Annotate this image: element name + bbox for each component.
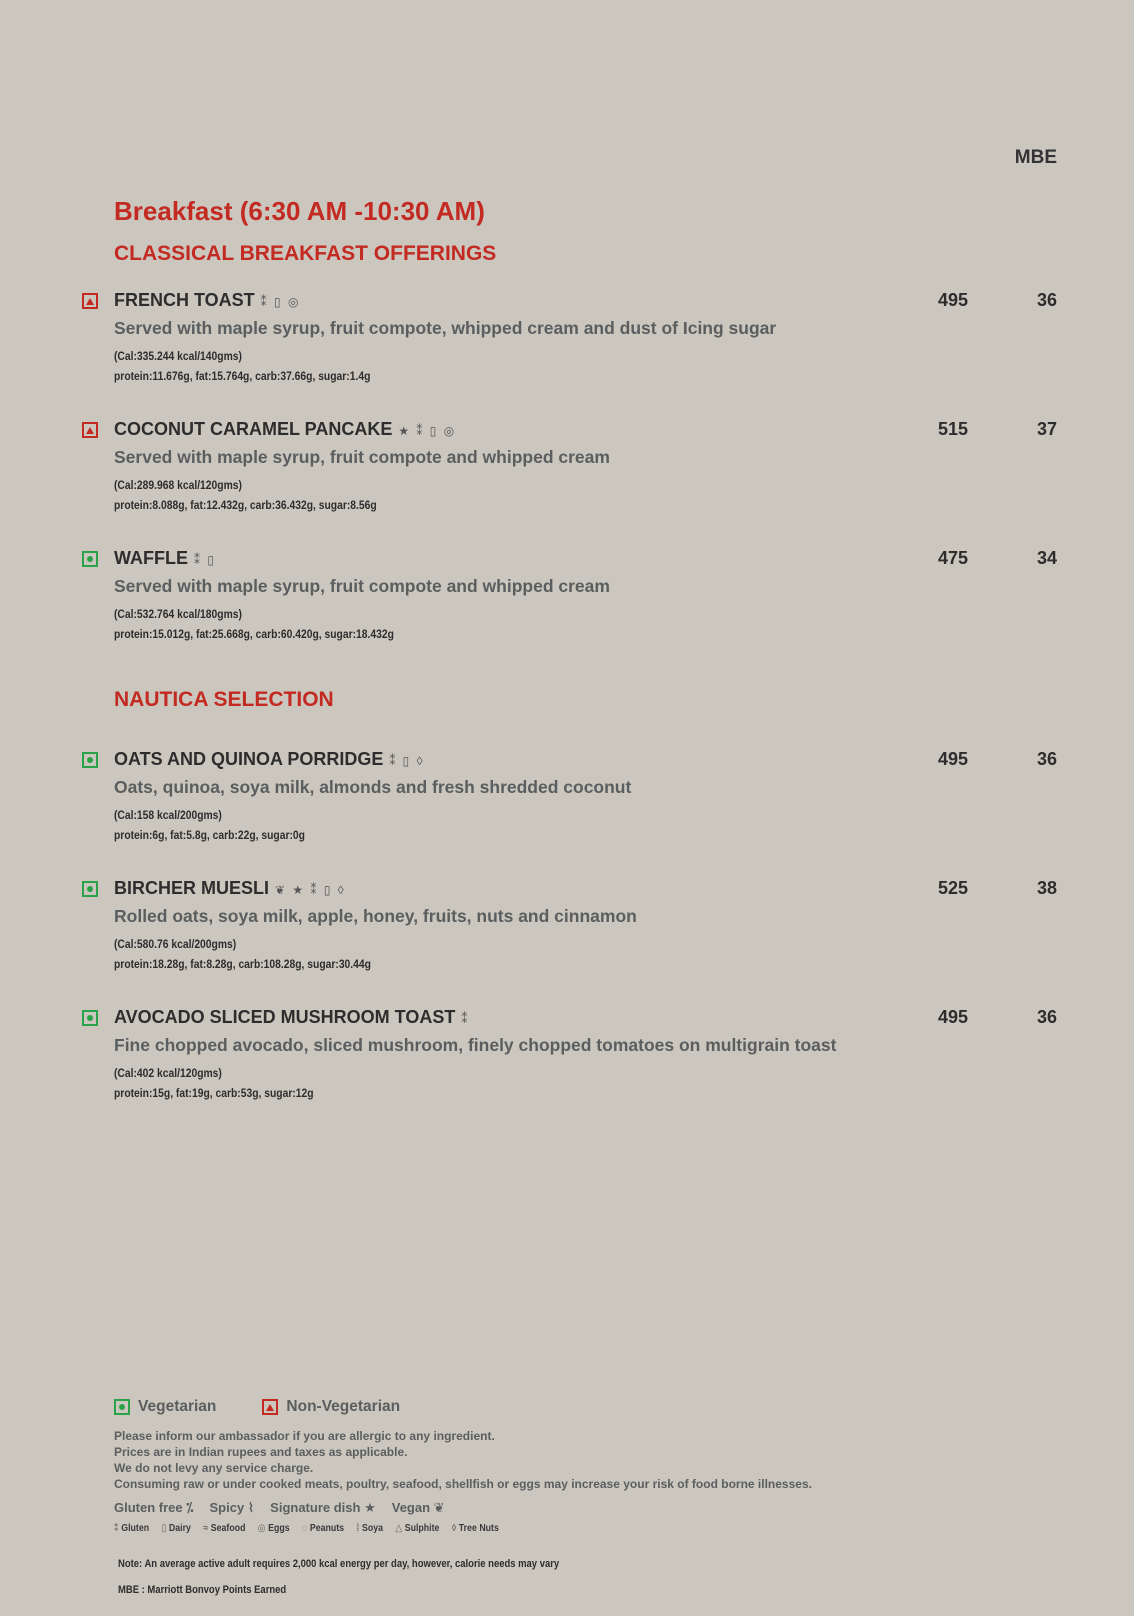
allergen-dairy: ▯ Dairy bbox=[161, 1523, 191, 1534]
section-title-nautica: NAUTICA SELECTION bbox=[114, 688, 334, 711]
item-points: 36 bbox=[1036, 290, 1057, 310]
star-icon: ★ bbox=[364, 1500, 376, 1515]
item-name: WAFFLE bbox=[114, 548, 188, 568]
mbe-column-header: MBE bbox=[1014, 147, 1057, 168]
item-name: BIRCHER MUESLI bbox=[114, 878, 270, 898]
item-nutrition: protein:6g, fat:5.8g, carb:22g, sugar:0g bbox=[114, 828, 305, 842]
item-description: Fine chopped avocado, sliced mushroom, finely chopped tomatoes on multigrain toast bbox=[114, 1035, 837, 1055]
item-description: Served with maple syrup, fruit compote, whipped cream and dust of Icing sugar bbox=[114, 318, 777, 338]
item-calories: (Cal:335.244 kcal/140gms) bbox=[114, 349, 242, 363]
dietary-legend bbox=[114, 1500, 445, 1516]
wheat-icon: ⁑ bbox=[114, 1523, 119, 1534]
item-nutrition: protein:11.676g, fat:15.764g, carb:37.66g, sugar:1.4g bbox=[114, 369, 371, 383]
item-price: 525 bbox=[937, 878, 968, 898]
item-points: 38 bbox=[1036, 878, 1057, 898]
notes bbox=[114, 1428, 812, 1492]
item-price: 475 bbox=[937, 548, 968, 568]
item-description: Served with maple syrup, fruit compote and whipped cream bbox=[114, 447, 610, 467]
allergen-icons: ⁑ ▯ ◊ bbox=[389, 754, 425, 768]
non-vegetarian-icon bbox=[82, 293, 98, 309]
item-calories: (Cal:402 kcal/120gms) bbox=[114, 1066, 222, 1080]
legend-signature: Signature dish ★ bbox=[270, 1500, 376, 1515]
allergen-tree-nuts: ◊ Tree Nuts bbox=[451, 1523, 499, 1534]
allergen-icons: ⁑ bbox=[461, 1012, 470, 1026]
item-nutrition: protein:15g, fat:19g, carb:53g, sugar:12g bbox=[114, 1086, 314, 1100]
chili-icon: ⌇ bbox=[247, 1500, 255, 1515]
note-consumption: Consuming raw or under cooked meats, poultry, seafood, shellfish or eggs may increase your risk of food borne illnesses. bbox=[114, 1477, 812, 1491]
allergen-sulphite: △ Sulphite bbox=[395, 1523, 440, 1534]
item-points: 37 bbox=[1036, 419, 1057, 439]
fish-icon: ≈ bbox=[203, 1523, 209, 1534]
vegetarian-icon bbox=[82, 881, 98, 897]
item-calories: (Cal:289.968 kcal/120gms) bbox=[114, 478, 242, 492]
diet-legend bbox=[114, 1398, 400, 1416]
item-name: OATS AND QUINOA PORRIDGE bbox=[114, 749, 384, 769]
vegetarian-icon bbox=[114, 1399, 130, 1415]
allergen-icons: ★ ⁑ ▯ ◎ bbox=[398, 424, 457, 438]
vegetarian-icon bbox=[82, 1010, 98, 1026]
menu-title: Breakfast (6:30 AM -10:30 AM) bbox=[114, 196, 485, 226]
allergen-eggs: ◎ Eggs bbox=[257, 1523, 290, 1534]
item-nutrition: protein:15.012g, fat:25.668g, carb:60.420g, sugar:18.432g bbox=[114, 627, 394, 641]
allergen-icons: ⁑ ▯ bbox=[194, 553, 216, 567]
item-description: Rolled oats, soya milk, apple, honey, fruits, nuts and cinnamon bbox=[114, 906, 637, 926]
vegetarian-icon bbox=[82, 752, 98, 768]
item-description: Served with maple syrup, fruit compote and whipped cream bbox=[114, 576, 610, 596]
peanut-icon: ◌ bbox=[301, 1523, 308, 1534]
note-prices: Prices are in Indian rupees and taxes as applicable. bbox=[114, 1445, 408, 1459]
section-title-classical: CLASSICAL BREAKFAST OFFERINGS bbox=[114, 242, 497, 265]
item-calories: (Cal:158 kcal/200gms) bbox=[114, 808, 222, 822]
legend-gluten-free: Gluten free ⁒ bbox=[114, 1500, 194, 1515]
item-name: COCONUT CARAMEL PANCAKE bbox=[114, 419, 393, 439]
mbe-note: MBE : Marriott Bonvoy Points Earned bbox=[118, 1584, 287, 1596]
legend-vegan: Vegan ❦ bbox=[391, 1500, 445, 1515]
vegetarian-icon bbox=[82, 551, 98, 567]
non-vegetarian-icon bbox=[82, 422, 98, 438]
legend-vegetarian: Vegetarian bbox=[138, 1398, 217, 1415]
allergen-legend bbox=[114, 1523, 499, 1534]
allergen-seafood: ≈ Seafood bbox=[203, 1523, 246, 1534]
item-points: 34 bbox=[1036, 548, 1057, 568]
note-allergy: Please inform our ambassador if you are allergic to any ingredient. bbox=[114, 1429, 495, 1443]
item-price: 495 bbox=[937, 290, 968, 310]
allergen-icons: ❦ ★ ⁑ ▯ ◊ bbox=[275, 883, 346, 897]
item-nutrition: protein:18.28g, fat:8.28g, carb:108.28g, sugar:30.44g bbox=[114, 957, 371, 971]
allergen-gluten: ⁑ Gluten bbox=[114, 1523, 150, 1534]
item-calories: (Cal:580.76 kcal/200gms) bbox=[114, 937, 237, 951]
gluten-free-icon: ⁒ bbox=[186, 1500, 194, 1515]
item-price: 495 bbox=[937, 1007, 968, 1027]
sulphite-icon: △ bbox=[395, 1523, 403, 1534]
item-price: 515 bbox=[937, 419, 968, 439]
non-vegetarian-icon bbox=[262, 1399, 278, 1415]
item-points: 36 bbox=[1036, 749, 1057, 769]
item-calories: (Cal:532.764 kcal/180gms) bbox=[114, 607, 242, 621]
allergen-icons: ⁑ ▯ ◎ bbox=[260, 295, 301, 309]
note-service: We do not levy any service charge. bbox=[114, 1461, 314, 1475]
item-name: FRENCH TOAST bbox=[114, 290, 255, 310]
energy-note: Note: An average active adult requires 2,000 kcal energy per day, however, calorie needs may vary bbox=[118, 1558, 560, 1570]
item-nutrition: protein:8.088g, fat:12.432g, carb:36.432g, sugar:8.56g bbox=[114, 498, 377, 512]
item-name: AVOCADO SLICED MUSHROOM TOAST bbox=[114, 1007, 456, 1027]
nut-icon: ◊ bbox=[451, 1523, 457, 1534]
item-description: Oats, quinoa, soya milk, almonds and fresh shredded coconut bbox=[114, 777, 632, 797]
legend-spicy: Spicy ⌇ bbox=[209, 1500, 255, 1515]
allergen-soya: ⁞ Soya bbox=[356, 1523, 384, 1534]
milk-icon: ▯ bbox=[161, 1523, 167, 1534]
allergen-peanuts: ◌ Peanuts bbox=[301, 1523, 345, 1534]
legend-non-vegetarian: Non-Vegetarian bbox=[286, 1398, 401, 1415]
item-points: 36 bbox=[1036, 1007, 1057, 1027]
soy-icon: ⁞ bbox=[356, 1523, 360, 1534]
item-price: 495 bbox=[937, 749, 968, 769]
leaf-icon: ❦ bbox=[433, 1500, 445, 1515]
egg-icon: ◎ bbox=[257, 1523, 266, 1534]
